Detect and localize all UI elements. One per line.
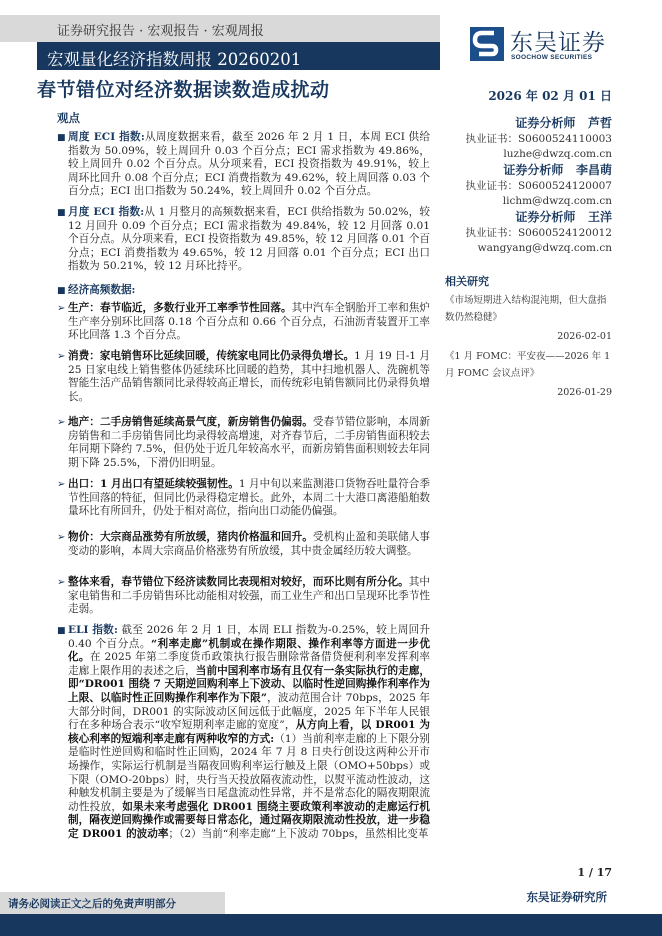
emphasis-text: 月度 ECI 指数: xyxy=(68,206,145,218)
bullet-paragraph xyxy=(57,206,430,274)
body-text: ，波动范围合计 70bps，2025 年大部分时间，DR001 的实际波动区间远低于此幅度，2025 年下半年人民银行在多种场合表示“收窄短期利率走廊的宽度”， xyxy=(68,691,430,732)
arrow-bullet-icon: ➢ xyxy=(57,303,66,314)
paragraph-text xyxy=(68,416,430,470)
analyst-cert-line xyxy=(445,226,612,241)
paragraph-text xyxy=(68,206,430,274)
analyst-role: 证券分析师 xyxy=(515,116,576,130)
paragraph-text xyxy=(68,624,430,842)
report-category-bar xyxy=(0,15,440,42)
body-text: 1 月 19 日-1 月 25 日家电线上销售整体仍延续环比回暖的趋势，其中扫地机器人、洗碗机等智能生活产品销售额同比录得较高正增长，而传统彩电销售额同比仍录得负增长。 xyxy=(68,350,430,403)
paragraph-text xyxy=(68,302,430,343)
cert-number: S0600524120012 xyxy=(517,227,612,239)
view-heading: 观点 xyxy=(57,111,80,125)
body-text: 其中家电销售和二手房销售环比动能相对较强，而工业生产和出口呈现环比季节性走弱。 xyxy=(68,576,431,616)
paragraph-text xyxy=(68,131,430,199)
emphasis-text: 经济高频数据: xyxy=(68,284,136,296)
report-name-bar xyxy=(37,42,440,70)
bullet-paragraph xyxy=(57,284,430,298)
cert-number: S0600524120007 xyxy=(517,180,612,192)
emphasis-text: 当前中国利率市场有且仅有一条实际执行的走廊，即“DR001 围绕 7 天期逆回购利率上下波动、以临时性逆回购操作利率作为上限、以临时性正回购操作利率作为下限” xyxy=(68,664,431,704)
institute-name: 东吴证券研究所 xyxy=(526,890,607,904)
body-text: ；（2）当前“利率走廊”上下波动 70bps，虽然相比变革 xyxy=(168,827,429,840)
arrow-bullet-icon: ➢ xyxy=(57,351,66,362)
square-bullet-icon: ■ xyxy=(57,286,66,296)
footer-bar xyxy=(0,914,662,936)
analyst-name: 李昌萌 xyxy=(575,163,612,177)
company-logo xyxy=(470,24,615,64)
bullet-paragraph xyxy=(57,531,430,558)
analyst-name: 王洋 xyxy=(587,210,612,224)
emphasis-text: 从方向上看，以 DR001 为核心利率的短端利率走廊有两种收窄的方式: xyxy=(68,719,430,745)
analyst-role: 证券分析师 xyxy=(503,163,564,177)
body-text: 1 月中旬以来监测港口货物吞吐量符合季节性回落的特征，但同比仍录得稳定增长。此外，本周二十大港口离港船舶数量环比有所回升，仍处于相对高位，指向出口动能仍偏强。 xyxy=(68,478,431,518)
bullet-paragraph xyxy=(57,131,430,199)
report-date: 2026 年 02 月 01 日 xyxy=(488,89,612,103)
cert-number: S0600524110003 xyxy=(517,133,612,145)
page-number: 1 / 17 xyxy=(577,866,612,879)
analyst-cert-line xyxy=(445,179,612,194)
emphasis-text: 生产：春节临近，多数行业开工率季节性回落。 xyxy=(68,302,292,314)
emphasis-text: 地产：二手房销售延续高景气度，新房销售仍偏弱。 xyxy=(68,416,313,428)
emphasis-text: 周度 ECI 指数: xyxy=(68,131,145,143)
logo-mark-icon xyxy=(470,27,504,61)
cert-label: 执业证书： xyxy=(465,133,518,145)
analyst xyxy=(445,209,612,256)
analyst-email[interactable]: lichm@dwzq.com.cn xyxy=(502,195,612,207)
emphasis-text: ELI 指数: xyxy=(68,624,118,636)
paragraph-text xyxy=(68,350,430,404)
logo-text-en: SOOCHOW SECURITIES xyxy=(511,54,593,61)
emphasis-text: 出口：1 月出口有望延续较强韧性。 xyxy=(68,478,239,490)
emphasis-text: 整体来看，春节错位下经济读数同比表现相对较好，而环比则有所分化。 xyxy=(68,576,409,588)
analyst-role: 证券分析师 xyxy=(515,210,576,224)
bullet-paragraph xyxy=(57,416,430,470)
emphasis-text: “利率走廊”机制或在操作期限、操作利率等方面进一步优化。 xyxy=(68,637,430,664)
emphasis-text: 如果未来考虑强化 DR001 围绕主要政策利率波动的走廊运行机制，隔夜逆回购操作或需要每日常态化，通过隔夜期限流动性投放，进一步稳定 DR001 的波动率 xyxy=(68,800,430,840)
bullet-paragraph xyxy=(57,302,430,343)
logo-text-cn: 东吴证券 xyxy=(510,30,606,56)
body-text: 在 2025 年第二季度货币政策执行报告删除常备借贷便利利率发挥利率走廊上限作用的表述之后， xyxy=(68,651,431,677)
analyst-cert-line xyxy=(445,132,612,147)
related-item-title[interactable]: 《1 月 FOMC：平安夜——2026 年 1 月 FOMC 会议点评》 xyxy=(445,351,611,379)
paragraph-text xyxy=(68,531,430,558)
related-heading: 相关研究 xyxy=(445,275,489,288)
arrow-bullet-icon: ➢ xyxy=(57,417,66,428)
report-category: 证券研究报告 · 宏观报告 · 宏观周报 xyxy=(57,24,264,39)
body-text: （1）当前利率走廊的上下限分别是临时性逆回购和临时性正回购，2024 年 7 月 8 日央行创设这两种公开市场操作，实际运行机制是当隔夜回购利率运行触及上限（OMO+50bps）或下限（OMO-20bps）时，央行当天投放隔夜流动性，以熨平流动性波动，这种触发机制主要是为了缓解当日尾盘流动性异常，并不是常态化的隔夜期限流动性投放， xyxy=(68,732,430,813)
analyst-email[interactable]: luzhe@dwzq.com.cn xyxy=(503,148,612,160)
analyst-list xyxy=(445,115,612,256)
body-text: 其中汽车全钢胎开工率和焦炉生产率分别环比回落 0.18 个百分点和 0.66 个百分点，石油沥青装置开工率环比回落 1.3 个百分点。 xyxy=(68,302,431,342)
analyst-title-line xyxy=(445,209,612,226)
square-bullet-icon: ■ xyxy=(57,133,66,143)
body-text: 受春节错位影响，本周新房销售和二手房销售同比均录得较高增速，对齐春节后，二手房销售面积较去年同期下降约 7.5%，但仍处于近几年较高水平，而新房销售面积则较去年同期下降 25.5%，下滑仍旧明显。 xyxy=(68,416,431,469)
emphasis-text: 消费：家电销售环比延续回暖，传统家电同比仍录得负增长。 xyxy=(68,350,355,362)
emphasis-text: 物价：大宗商品涨势有所放缓，猪肉价格温和回升。 xyxy=(68,531,313,543)
disclaimer-bar xyxy=(0,892,225,914)
cert-label: 执业证书： xyxy=(465,227,518,239)
bullet-paragraph xyxy=(57,350,430,404)
arrow-bullet-icon: ➢ xyxy=(57,577,66,588)
paragraph-text xyxy=(68,576,430,617)
report-name: 宏观量化经济指数周报 20260201 xyxy=(47,50,302,69)
page-title: 春节错位对经济数据读数造成扰动 xyxy=(37,79,330,101)
square-bullet-icon: ■ xyxy=(57,626,66,636)
body-text: 受机构止盈和美联储人事变动的影响，本周大宗商品价格涨势有所放缓，其中贵金属经历较大调整。 xyxy=(68,531,431,557)
body-text: 从 1 月整月的高频数据来看，ECI 供给指数为 50.02%，较 12 月回升 0.09 个百分点；ECI 需求指数为 49.84%，较 12 月回落 0.01 个百分点。从分项来看，ECI 投资指数为 49.85%，较 12 月回落 0.01 个百分点；ECI 消费指数为 49.65%，较 12 月回落 0.01 个百分点；ECI 出口指数为 50.21%，较 12 月环比持平。 xyxy=(68,206,430,273)
analyst-name: 芦哲 xyxy=(587,116,612,130)
paragraph-text xyxy=(68,284,430,298)
body-text: 从周度数据来看，截至 2026 年 2 月 1 日，本周 ECI 供给指数为 50.09%，较上周回升 0.03 个百分点；ECI 需求指数为 49.86%，较上周回升 0.02 个百分点。从分项来看，ECI 投资指数为 49.91%，较上周环比回升 0.08 个百分点；ECI 消费指数为 49.62%，较上周回落 0.03 个百分点；ECI 出口指数为 50.24%，较上周回升 0.02 个百分点。 xyxy=(68,131,431,198)
related-item-title[interactable]: 《市场短期进入结构混沌期，但大盘指数仍然稳健》 xyxy=(445,295,607,323)
related-item-date: 2026-02-01 xyxy=(557,331,612,342)
arrow-bullet-icon: ➢ xyxy=(57,532,66,543)
body-text: 截至 2026 年 2 月 1 日，本周 ELI 指数为-0.25%，较上周回升 0.40 个百分点。 xyxy=(68,624,430,650)
paragraph-text xyxy=(68,478,430,519)
bullet-paragraph xyxy=(57,624,430,842)
bullet-paragraph xyxy=(57,478,430,519)
analyst xyxy=(445,115,612,162)
disclaimer-text: 请务必阅读正文之后的免责声明部分 xyxy=(8,898,176,910)
arrow-bullet-icon: ➢ xyxy=(57,479,66,490)
related-item-date: 2026-01-29 xyxy=(557,387,612,398)
analyst-title-line xyxy=(445,162,612,179)
bullet-paragraph xyxy=(57,576,430,617)
cert-label: 执业证书： xyxy=(465,180,518,192)
square-bullet-icon: ■ xyxy=(57,208,66,218)
related-research xyxy=(445,273,612,404)
analyst-email[interactable]: wangyang@dwzq.com.cn xyxy=(477,242,612,254)
analyst xyxy=(445,162,612,209)
analyst-title-line xyxy=(445,115,612,132)
